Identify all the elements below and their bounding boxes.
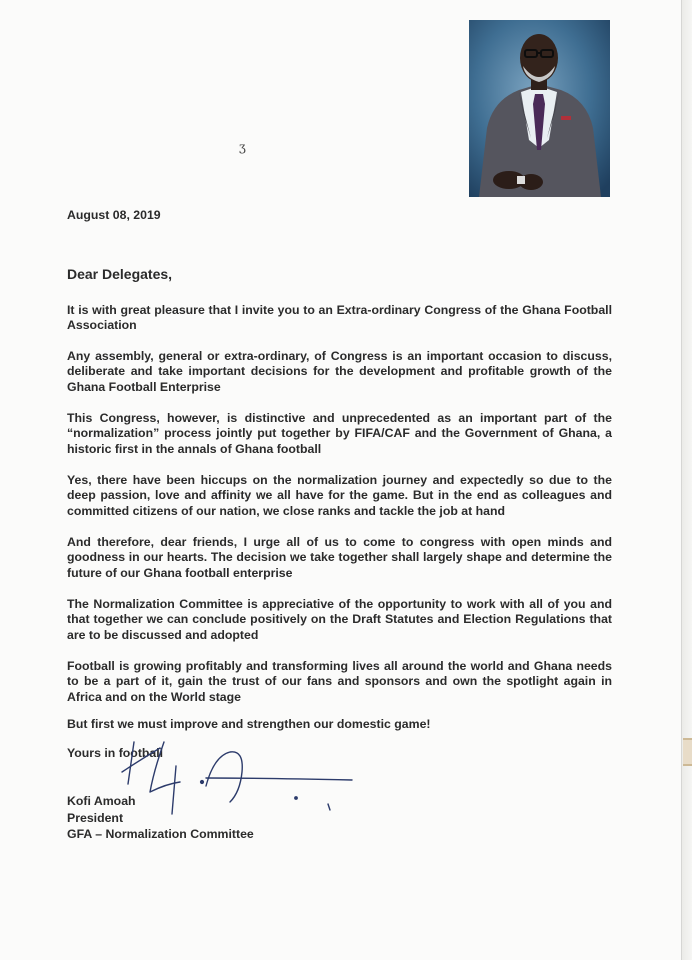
signature-block [67,793,612,843]
stray-mark: ʒ [239,140,246,154]
page-edge-tab [683,738,692,766]
paragraph-congress: This Congress, however, is distinctive and unprecedented as an important part of the “normalization” process jointly put together by FIFA/CAF and the Government of Ghana, a historic first in the annals of Ghana football [67,411,612,456]
salutation: Dear Delegates, [67,266,173,282]
signatory-title: President [67,810,124,825]
letter-date: August 08, 2019 [67,208,161,222]
paragraph-assembly: Any assembly, general or extra-ordinary, of Congress is an important occasion to discuss, deliberate and take important decisions for the development and profitable growth of the Ghana Football Enterprise [67,349,612,394]
paragraph-urge: And therefore, dear friends, I urge all of us to come to congress with open minds and goodness in our hearts. The decision we take together shall largely shape and determine the future of our Ghana football enterprise [67,535,612,580]
paragraph-hiccups: Yes, there have been hiccups on the normalization journey and expectedly so due to the deep passion, love and affinity we all have for the game. But in the end as colleagues and committed citizens of our nation, we close ranks and tackle the job at hand [67,473,612,518]
paragraph-invitation: It is with great pleasure that I invite you to an Extra-ordinary Congress of the Ghana Football Association [67,303,612,333]
closing-line: Yours in football [67,746,164,760]
paragraph-growth: Football is growing profitably and transforming lives all around the world and Ghana needs to be a part of it, gain the trust of our fans and sponsors and own the spotlight again in Africa and on the World stage [67,659,612,704]
signatory-organization: GFA – Normalization Committee [67,827,254,841]
paragraph-domestic-game: But first we must improve and strengthen our domestic game! [67,717,431,731]
paragraph-committee: The Normalization Committee is appreciative of the opportunity to work with all of you and that together we can conclude positively on the Draft Statutes and Election Regulations that are to be discussed and adopted [67,597,612,642]
president-portrait-photo [469,20,610,197]
signatory-name: Kofi Amoah [67,794,136,808]
page-edge [682,0,692,960]
